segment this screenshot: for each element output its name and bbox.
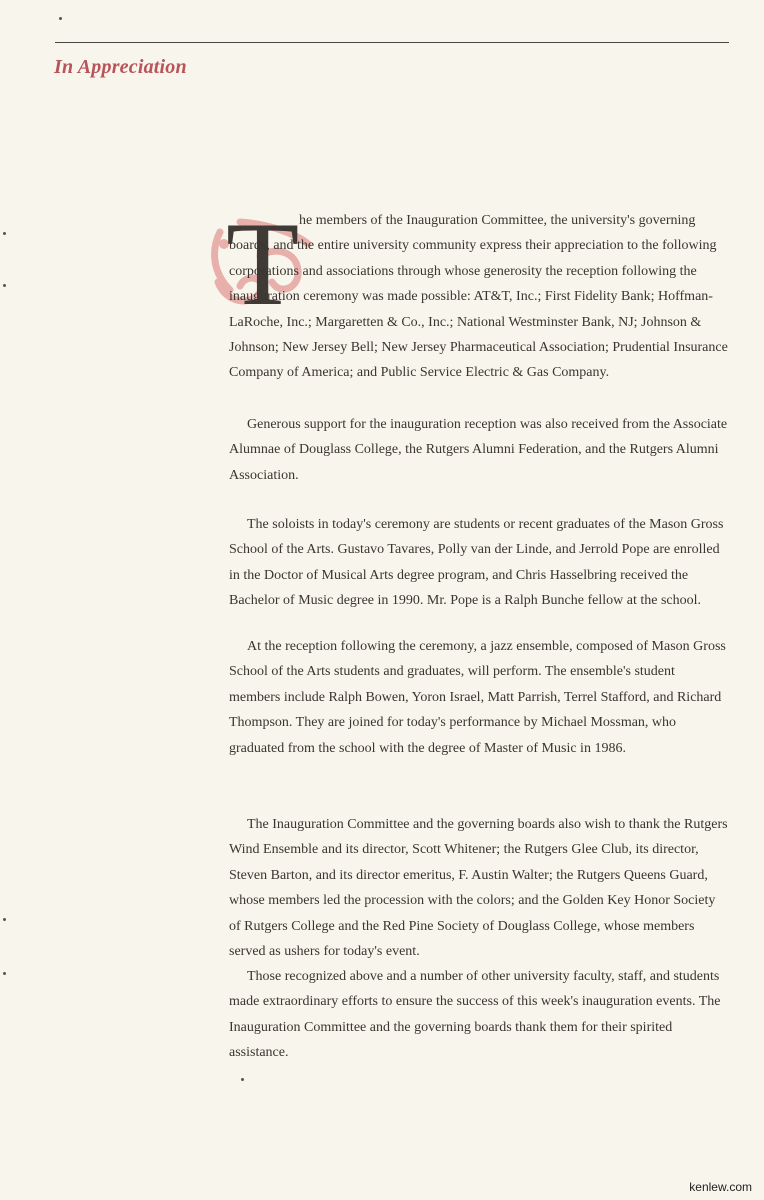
speck-mark [59,17,62,20]
drop-cap-letter: T [226,197,300,330]
page-heading: In Appreciation [54,56,187,78]
paragraph-corporate-thanks: he members of the Inauguration Committee, the university's governing boards, and the entire university community express their appreciation to the following corporations and associations through whose generosity the reception following the inauguration ceremony was made possible: AT&T, Inc.; First Fidelity Bank; Hoffman-LaRoche, Inc.; Margaretten & Co., Inc.; National Westminster Bank, NJ; Johnson & Johnson; New Jersey Bell; New Jersey Pharmaceutical Association; Prudential Insurance Company of America; and Public Service Electric & Gas Company. [229,213,728,381]
binding-mark [3,284,6,287]
binding-mark [3,972,6,975]
paragraph-ensembles-thanks: The Inauguration Committee and the governing boards also wish to thank the Rutgers Wind Ensemble and its director, Scott Whitener; the Rutgers Glee Club, its director, Steven Barton, and its director emeritus, F. Austin Walter; the Rutgers Queens Guard, whose members led the procession with the colors; and the Golden Key Honor Society of Rutgers College and the Red Pine Society of Douglass College, whose members served as ushers for today's event. [229,817,728,960]
watermark-text: kenlew.com [689,1180,752,1194]
binding-mark [3,918,6,921]
paragraph-alumni-support: Generous support for the inauguration reception was also received from the Associate Alumnae of Douglass College, the Rutgers Alumni Federation, and the Rutgers Alumni Association. [229,417,728,483]
binding-mark [3,232,6,235]
paragraph-jazz-ensemble: At the reception following the ceremony, a jazz ensemble, composed of Mason Gross School of the Arts students and graduates, will perform. The ensemble's student members include Ralph Bowen, Yoron Israel, Matt Parrish, Terrel Stafford, and Richard Thompson. They are joined for today's performance by Michael Mossman, who graduated from the school with the degree of Master of Music in 1986. [229,639,726,756]
paragraph-soloists: The soloists in today's ceremony are students or recent graduates of the Mason Gross School of the Arts. Gustavo Tavares, Polly van der Linde, and Jerrold Pope are enrolled in the Doctor of Musical Arts degree program, and Chris Hasselbring received the Bachelor of Music degree in 1990. Mr. Pope is a Ralph Bunche fellow at the school. [229,517,724,609]
header-rule [55,42,729,43]
paragraph-closing: Those recognized above and a number of other university faculty, staff, and students made extraordinary efforts to ensure the success of this week's inauguration events. The Inauguration Committee and the governing boards thank them for their spirited assistance. [229,969,721,1061]
speck-mark [241,1078,244,1081]
